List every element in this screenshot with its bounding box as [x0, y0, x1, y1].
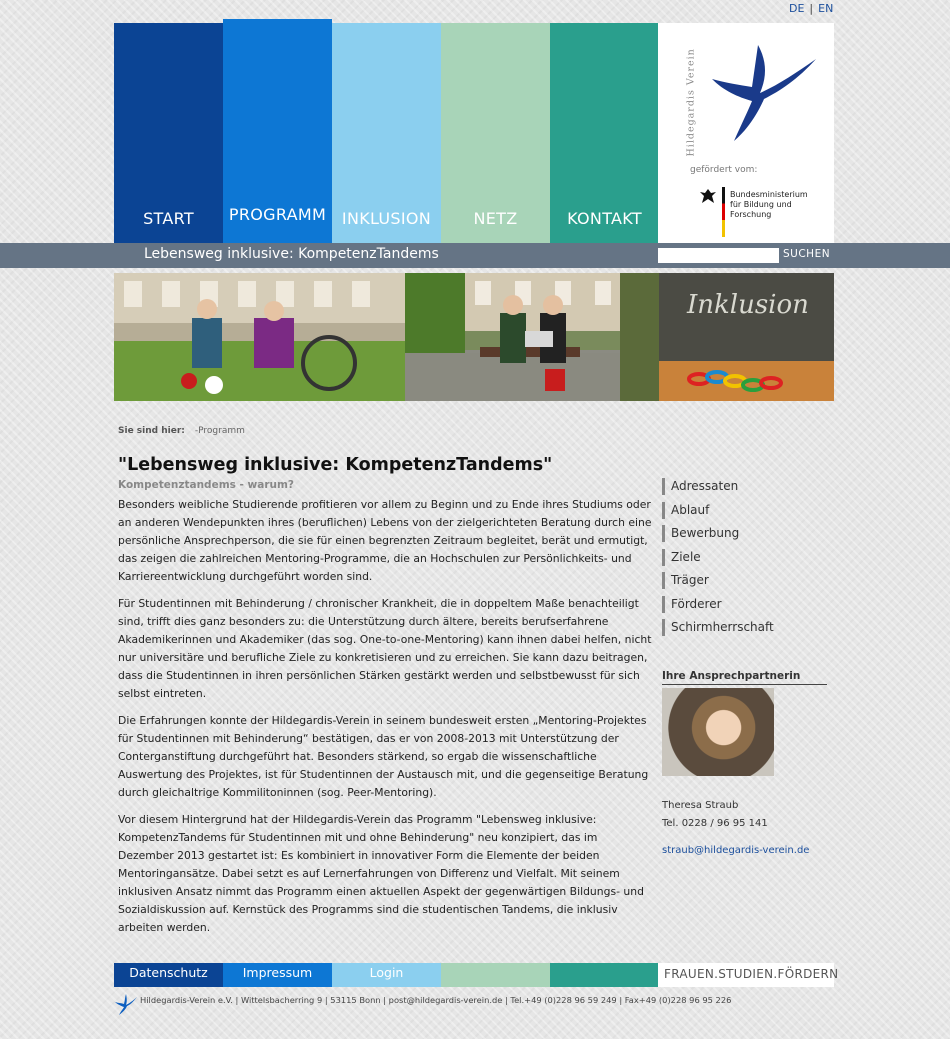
- contact-email-link[interactable]: straub@hildegardis-verein.de: [662, 845, 810, 856]
- language-switcher: [789, 2, 833, 15]
- side-nav-item-foerderer[interactable]: Förderer: [662, 596, 774, 613]
- nav-item-label: START: [143, 209, 194, 228]
- article-paragraph: Für Studentinnen mit Behinderung / chronischer Krankheit, die in doppeltem Maße benachteiligt sind, trifft dies ganz besonders zu: die Unterstützung durch ältere, bereits berufserfahrene Akademikerinnen und Akademiker (das sog. One-to-one-Mentoring) kann ihnen dabei helfen, nicht nur universitäre und berufliche Ziele zu konkretisieren und zu erreichen. Sie kann dazu beitragen, dass die Studentinnen in ihren persönlichen Stärken gestärkt werden und selbstbewusst für sich selbst eintreten.: [118, 597, 652, 700]
- article-paragraph: Vor diesem Hintergrund hat der Hildegardis-Verein das Programm "Lebensweg inklusive: KompetenzTandems für Studentinnen mit und ohne Behinderung" neu konzipiert, das im Dezember 2013 gestartet ist: Es kombiniert in innovativer Form die Elemente der beiden Mentoringansätze. Dabei setzt es auf Lernerfahrungen von Differenz und Vielfalt. Mit seinem inklusiven Ansatz nimmt das Programm einen aktuellen Aspekt der gegenwärtigen Bildungs- und Sozialdiskussion auf. Kernstück des Programms sind die studentischen Tandems, die inklusiv arbeiten werden.: [118, 813, 644, 934]
- side-nav: [662, 478, 774, 643]
- side-nav-item-bewerbung[interactable]: Bewerbung: [662, 525, 774, 542]
- bmbf-logo[interactable]: [698, 187, 818, 241]
- footer-nav: [114, 963, 839, 987]
- footer-logo-icon[interactable]: [114, 992, 138, 1016]
- page-title-bar: [0, 243, 950, 268]
- article-subhead: Kompetenztandems - warum?: [118, 479, 295, 491]
- funded-by-label: gefördert vom:: [690, 165, 758, 175]
- nav-item-programm[interactable]: [223, 19, 332, 243]
- footer-tile-empty: [441, 963, 550, 987]
- nav-item-start[interactable]: [114, 23, 223, 243]
- breadcrumb-link[interactable]: -Programm: [194, 426, 245, 436]
- footer-link-impressum[interactable]: Impressum: [223, 963, 332, 987]
- side-nav-item-schirmherrschaft[interactable]: Schirmherrschaft: [662, 619, 774, 636]
- search-button[interactable]: SUCHEN: [783, 248, 831, 260]
- ministry-name: Bundesministerium für Bildung und Forschung: [730, 190, 808, 219]
- nav-item-label: KONTAKT: [567, 209, 642, 228]
- page-title: Lebensweg inklusive: KompetenzTandems: [144, 246, 439, 262]
- contact-heading: Ihre Ansprechpartnerin: [662, 670, 827, 685]
- contact-phone: Tel. 0228 / 96 95 141: [662, 818, 768, 829]
- photo-inklusion-chalkboard: [659, 273, 834, 401]
- main-nav: [114, 0, 658, 243]
- eagle-icon: [698, 187, 718, 207]
- svg-text:Inklusion: Inklusion: [687, 290, 809, 320]
- header-photos: [114, 273, 834, 401]
- side-nav-item-traeger[interactable]: Träger: [662, 572, 774, 589]
- article-paragraph: Die Erfahrungen konnte der Hildegardis-Verein in seinem bundesweit ersten „Mentoring-Projektes für Studentinnen mit Behinderung“ bestätigen, das er von 2008-2013 mit Unterstützung der Conterganstiftung durchgeführt hat. Besonders stärkend, so ergab die wissenschaftliche Auswertung des Projektes, ist für Studentinnen der Austausch mit, und die gegenseitige Beratung durch gleichaltrige Kommilitoninnen (sog. Peer-Mentoring).: [118, 714, 649, 799]
- nav-item-inklusion[interactable]: [332, 23, 441, 243]
- side-nav-item-ziele[interactable]: Ziele: [662, 549, 774, 566]
- breadcrumb-label: Sie sind hier:: [118, 426, 185, 436]
- article-paragraph: Besonders weibliche Studierende profitieren vor allem zu Beginn und zu Ende ihres Studiums oder an anderen Wendepunkten ihres (beruflichen) Lebens von der zielgerichteten Beratung durch eine persönliche Ansprechperson, die sie für einen begrenzten Zeitraum begleitet, berät und ermutigt, das zeigen die zahlreichen Mentoring-Programme, die an Hochschulen zur Persönlichkeits- und Karriereentwicklung durchgeführt worden sind.: [118, 498, 652, 583]
- breadcrumb: [118, 426, 245, 436]
- photo-students-wheelchair: [114, 273, 405, 401]
- side-nav-item-ablauf[interactable]: Ablauf: [662, 502, 774, 519]
- side-nav-item-adressaten[interactable]: Adressaten: [662, 478, 774, 495]
- footer-slogan: FRAUEN.STUDIEN.FÖRDERN: [658, 963, 834, 987]
- logo-wordmark: Hildegardis Verein: [685, 48, 697, 157]
- article-body: [118, 496, 653, 946]
- photo-students-bench: [405, 273, 659, 401]
- lang-separator: |: [809, 2, 814, 15]
- flag-bar: [722, 187, 725, 237]
- footer-address: Hildegardis-Verein e.V. | Wittelsbacherring 9 | 53115 Bonn | post@hildegardis-verein.de | Tel.+49 (0)228 96 59 249 | Fax+49 (0)228 96 95 226: [140, 995, 732, 1005]
- search-input[interactable]: [658, 248, 779, 263]
- contact-name: Theresa Straub: [662, 800, 739, 811]
- logo-bird-icon: [708, 37, 818, 147]
- nav-item-kontakt[interactable]: [550, 23, 659, 243]
- footer-tile-empty: [550, 963, 659, 987]
- logo-panel[interactable]: [658, 23, 834, 243]
- contact-avatar: [662, 688, 774, 776]
- footer-link-datenschutz[interactable]: Datenschutz: [114, 963, 223, 987]
- footer-link-login[interactable]: Login: [332, 963, 441, 987]
- nav-item-netz[interactable]: [441, 23, 550, 243]
- nav-item-label: INKLUSION: [341, 209, 432, 228]
- article-headline: "Lebensweg inklusive: KompetenzTandems": [118, 455, 553, 475]
- nav-item-label: PROGRAMM: [228, 205, 327, 224]
- lang-de-link[interactable]: DE: [789, 2, 805, 15]
- nav-item-label: NETZ: [473, 209, 518, 228]
- lang-en-link[interactable]: EN: [818, 2, 834, 15]
